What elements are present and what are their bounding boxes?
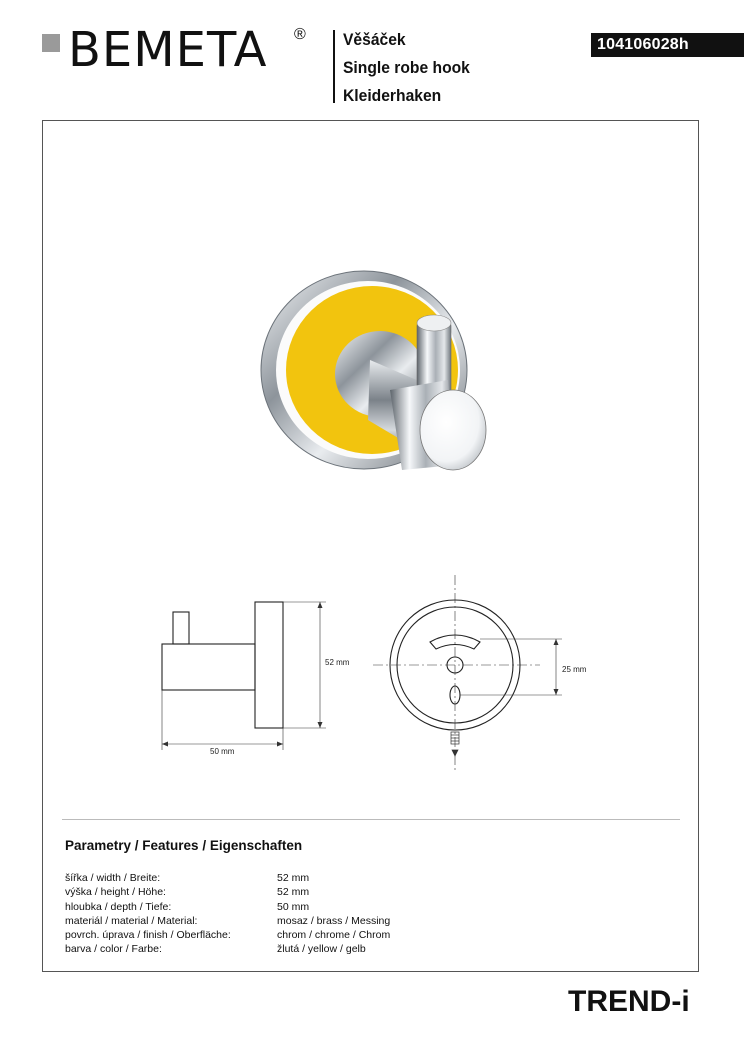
spec-row-color	[65, 942, 390, 956]
spec-label: výška / height / Höhe:	[65, 886, 166, 899]
height-dimension-label: 52 mm	[325, 658, 350, 667]
product-titles	[343, 26, 481, 110]
spec-label: barva / color / Farbe:	[65, 943, 162, 956]
spec-value: mosaz / brass / Messing	[277, 914, 391, 927]
spec-row-width	[65, 871, 390, 885]
spec-row-finish	[65, 928, 390, 942]
width-dimension-label: 50 mm	[210, 747, 235, 756]
spec-row-height	[65, 885, 390, 899]
registered-mark: ®	[294, 26, 306, 43]
product-name-de: Kleiderhaken	[343, 86, 442, 105]
product-name-cz: Věšáček	[343, 30, 406, 49]
side-view	[162, 602, 283, 728]
technical-drawing	[140, 570, 610, 780]
product-name-en: Single robe hook	[343, 58, 470, 77]
spec-table	[65, 871, 390, 957]
section-divider	[62, 819, 680, 820]
logo-square-icon	[42, 34, 60, 52]
spec-value: chrom / chrome / Chrom	[277, 929, 391, 942]
product-image	[250, 270, 500, 480]
product-code-badge	[591, 33, 744, 57]
spec-row-material	[65, 914, 390, 928]
spec-label: povrch. úprava / finish / Oberfläche:	[65, 929, 231, 942]
spec-value: žlutá / yellow / gelb	[277, 943, 366, 956]
spec-label: šířka / width / Breite:	[65, 872, 161, 884]
spec-label: hloubka / depth / Tiefe:	[65, 900, 172, 913]
spec-label: materiál / material / Material:	[65, 914, 198, 927]
spec-value: 52 mm	[277, 886, 310, 899]
spec-row-depth	[65, 900, 390, 914]
hole-spacing-label: 25 mm	[562, 665, 587, 674]
header-separator	[333, 30, 335, 103]
spec-value: 52 mm	[277, 872, 310, 884]
series-name: TREND-i	[568, 985, 690, 1018]
spec-value: 50 mm	[277, 900, 310, 913]
features-heading: Parametry / Features / Eigenschaften	[65, 838, 303, 853]
screw-icon	[451, 732, 459, 756]
brand-name: BEMETA	[68, 22, 268, 78]
product-code: 104106028h	[597, 36, 689, 53]
